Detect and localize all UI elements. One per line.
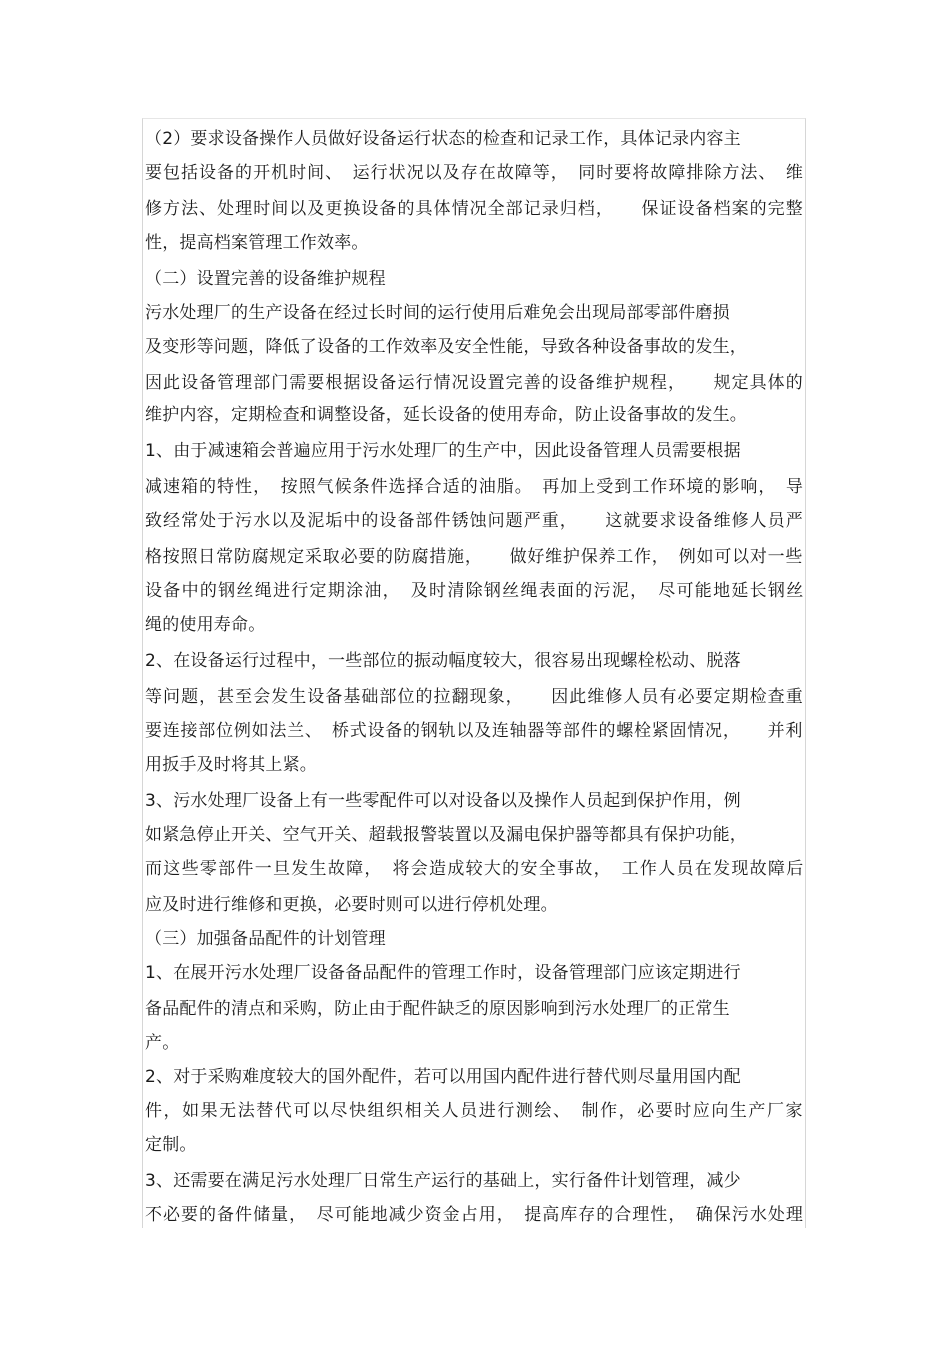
text-line: 2、对于采购难度较大的国外配件，若可以用国内配件进行替代则尽量用国内配	[145, 1067, 741, 1087]
text-line: 设备中的钢丝绳进行定期涂油， 及时清除钢丝绳表面的污泥， 尽可能地延长钢丝	[145, 581, 805, 601]
text-line: 1、在展开污水处理厂设备备品配件的管理工作时，设备管理部门应该定期进行	[145, 963, 741, 983]
text-line: 格按照日常防腐规定采取必要的防腐措施， 做好维护保养工作， 例如可以对一些	[145, 547, 804, 567]
text-line: 等问题，甚至会发生设备基础部位的拉翻现象， 因此维修人员有必要定期检查重	[145, 687, 804, 707]
text-line: 用扳手及时将其上紧。	[145, 755, 317, 775]
text-line: 要连接部位例如法兰、 桥式设备的钢轨以及连轴器等部件的螺栓紧固情况， 并利	[145, 721, 804, 741]
text-line: 修方法、处理时间以及更换设备的具体情况全部记录归档， 保证设备档案的完整	[145, 199, 804, 219]
text-line: 因此设备管理部门需要根据设备运行情况设置完善的设备维护规程， 规定具体的	[145, 373, 804, 393]
text-line: 件，如果无法替代可以尽快组织相关人员进行测绘、 制作，必要时应向生产厂家	[145, 1101, 805, 1121]
text-line: （2）要求设备操作人员做好设备运行状态的检查和记录工作，具体记录内容主	[145, 129, 741, 149]
text-line: 绳的使用寿命。	[145, 615, 266, 635]
text-line: 2、在设备运行过程中，一些部位的振动幅度较大，很容易出现螺栓松动、脱落	[145, 651, 741, 671]
text-line: 污水处理厂的生产设备在经过长时间的运行使用后难免会出现局部零部件磨损	[145, 303, 730, 323]
text-line: 产。	[145, 1033, 180, 1053]
text-line: （二）设置完善的设备维护规程	[145, 269, 386, 289]
text-line: 要包括设备的开机时间、 运行状况以及存在故障等， 同时要将故障排除方法、 维	[145, 163, 804, 183]
text-line: 不必要的备件储量， 尽可能地减少资金占用， 提高库存的合理性， 确保污水处理	[145, 1205, 804, 1225]
text-line: 性，提高档案管理工作效率。	[145, 233, 369, 253]
text-line: （三）加强备品配件的计划管理	[145, 929, 386, 949]
text-line: 致经常处于污水以及泥垢中的设备部件锈蚀问题严重， 这就要求设备维修人员严	[145, 511, 804, 531]
text-line: 如紧急停止开关、空气开关、超载报警装置以及漏电保护器等都具有保护功能，	[145, 825, 747, 845]
text-line: 定制。	[145, 1135, 197, 1155]
text-line: 减速箱的特性， 按照气候条件选择合适的油脂。 再加上受到工作环境的影响， 导	[145, 477, 804, 497]
text-line: 备品配件的清点和采购，防止由于配件缺乏的原因影响到污水处理厂的正常生	[145, 999, 730, 1019]
text-line: 及变形等问题，降低了设备的工作效率及安全性能，导致各种设备事故的发生，	[145, 337, 747, 357]
text-line: 3、还需要在满足污水处理厂日常生产运行的基础上，实行备件计划管理，减少	[145, 1171, 741, 1191]
text-line: 维护内容，定期检查和调整设备，延长设备的使用寿命，防止设备事故的发生。	[145, 405, 747, 425]
text-line: 应及时进行维修和更换，必要时则可以进行停机处理。	[145, 895, 558, 915]
text-line: 3、污水处理厂设备上有一些零配件可以对设备以及操作人员起到保护作用，例	[145, 791, 741, 811]
text-line: 而这些零部件一旦发生故障， 将会造成较大的安全事故， 工作人员在发现故障后	[145, 859, 805, 879]
text-line: 1、由于减速箱会普遍应用于污水处理厂的生产中，因此设备管理人员需要根据	[145, 441, 741, 461]
